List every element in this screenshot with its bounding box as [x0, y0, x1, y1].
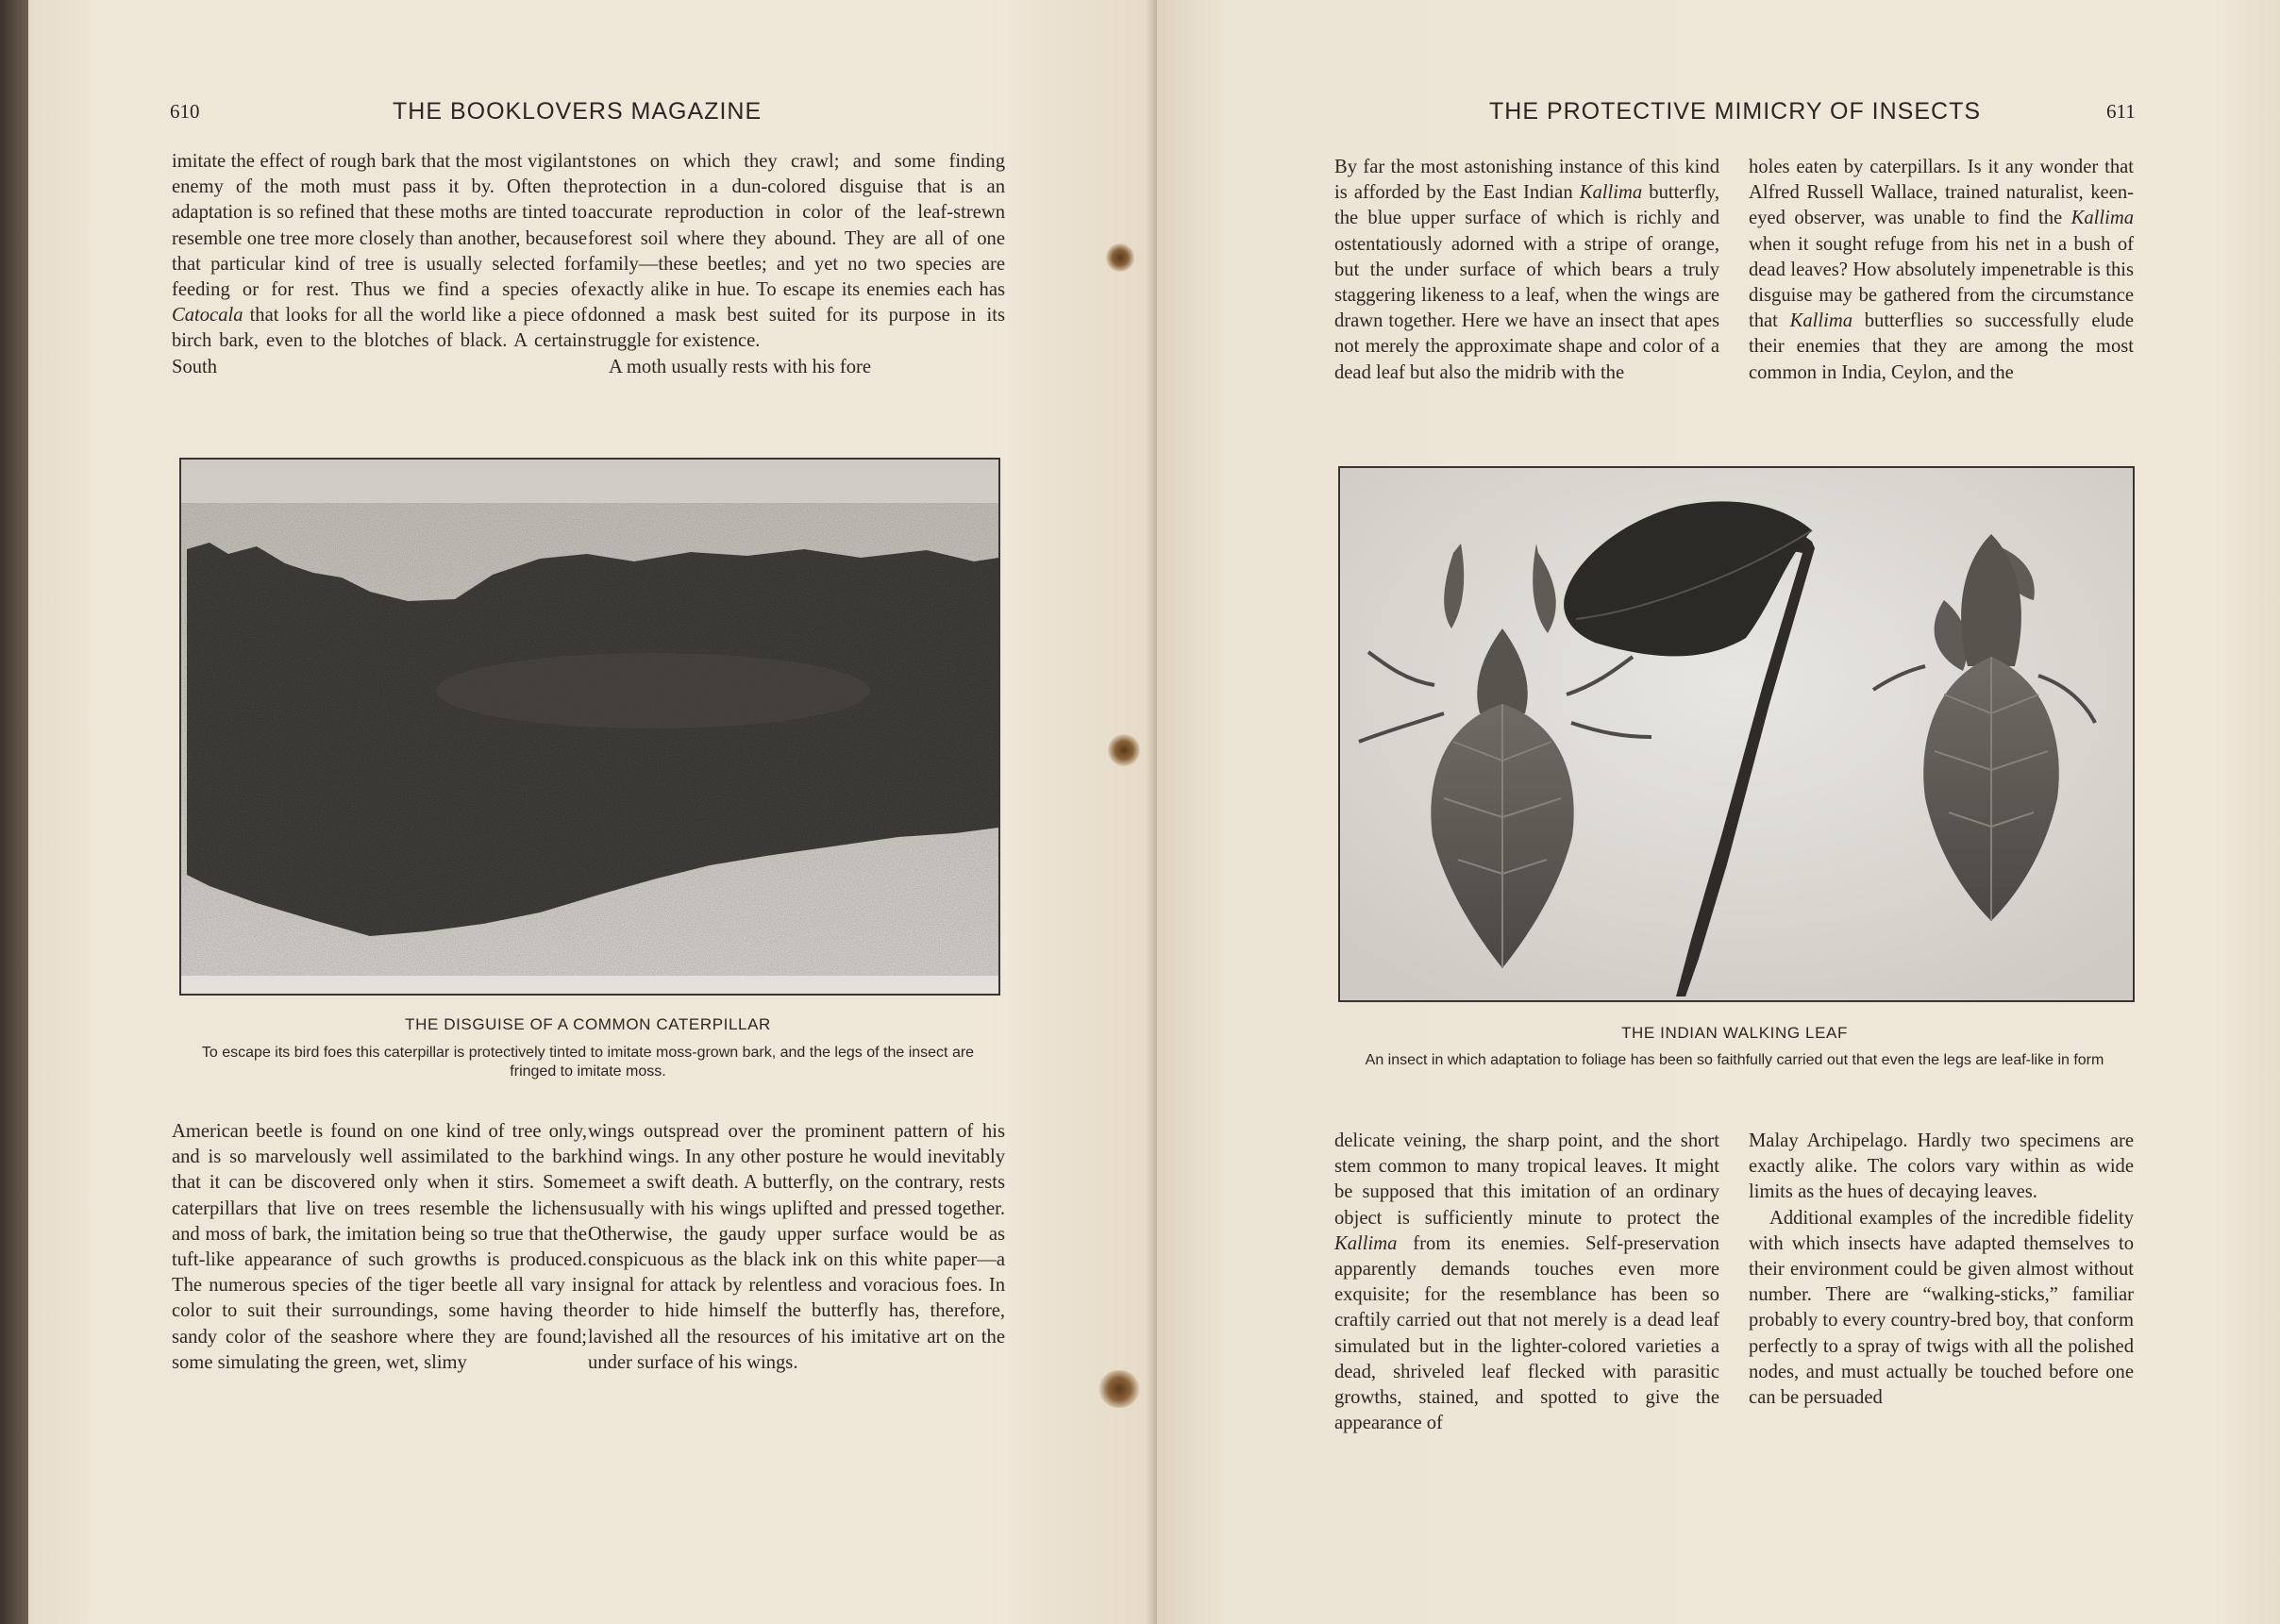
right-col2-bottom: Malay Archipelago. Hardly two specimens are exactly alike. The colors vary within as wide limits as the hues of decaying leaves. Additional examples of the incredible fidelity with which insects have adapted themselves to their environment could be given almost without number. There are “walking-sticks,” familiar probably to every country-bred boy, that conform perfectly to a spray of twigs with all the polished nodes, and must actually be touched before one can be persuaded [1749, 1130, 2134, 1409]
caterpillar-caption-text: To escape its bird foes this caterpillar is protectively tinted to imitate moss-grown bark, and the legs of the insect are fringed to imitate moss. [201, 1045, 975, 1080]
walking-leaf-caption-title: THE INDIAN WALKING LEAF [1621, 1024, 1848, 1042]
binding-hole [1108, 734, 1140, 766]
right-page [1157, 0, 2280, 1624]
left-col2-bottom: wings outspread over the prominent pattern of his hind wings. In any other posture he would inevitably meet a swift death. A butterfly, on the contrary, rests usually with his wings uplifted and pressed together. Otherwise, the gaudy upper surface would be as conspicuous as the black ink on this white paper—a signal for attack by relentless and voracious foes. In order to hide himself the butterfly has, therefore, lavished all the resources of his imitative art on the under surface of his wings. [588, 1121, 1005, 1373]
left-col1-top: imitate the effect of rough bark that the most vigilant enemy of the moth must pass it by. Often the adaptation is so refined that these moths are tinted to resemble one tree more closely than another, because that particular kind of tree is usually selected for feeding or for rest. Thus we find a species of Catocala that looks for all the world like a piece of birch bark, even to the blotches of black. A certain South [172, 151, 587, 377]
right-col1-bottom: delicate veining, the sharp point, and the short stem common to many tropical leaves. It might be supposed that this imitation of an ordinary object is sufficiently minute to protect the Kallima from its enemies. Self-preservation apparently demands touches even more exquisite; for the resemblance has been so craftily carried out that not merely is a dead leaf simulated but in the lighter-colored varieties a dead, shriveled leaf flecked with parasitic growths, stained, and spotted to give the appearance of [1334, 1130, 1719, 1434]
right-col1-top: By far the most astonishing instance of this kind is afforded by the East Indian Kallima butterfly, the blue upper surface of which is richly and ostentatiously adorned with a stripe of orange, but the under surface of which bears a truly staggering likeness to a leaf, when the wings are drawn together. Here we have an insect that apes not merely the approximate shape and color of a dead leaf but also the midrib with the [1334, 157, 1720, 383]
binding-hole [1098, 1370, 1140, 1408]
running-head-left: THE BOOKLOVERS MAGAZINE [393, 98, 763, 125]
left-col1-bottom: American beetle is found on one kind of tree only, and is so marvelously well assimilated to the bark that it can be discovered only when it stirs. Some caterpillars that live on trees resemble the lichens and moss of bark, the imitation being so true that the tuft-like appearance of such growths is produced. The numerous species of the tiger beetle all vary in color to suit their surroundings, some having the sandy color of the seashore where they are found; some simulating the green, wet, slimy [172, 1121, 587, 1373]
right-col2-top: holes eaten by caterpillars. Is it any wonder that Alfred Russell Wallace, trained naturalist, keen-eyed observer, was unable to find the Kallima when it sought refuge from his net in a bush of dead leaves? How absolutely impenetrable is this disguise may be gathered from the circumstance that Kallima butterflies so successfully elude their enemies that they are among the most common in India, Ceylon, and the [1749, 157, 2134, 383]
left-col2-top: stones on which they crawl; and some finding protection in a dun-colored disguise that is an accurate reproduction in color of the leaf-strewn forest soil where they abound. They are all of one family—these beetles; and yet no two species are exactly alike in hue. To escape its enemies each has donned a mask best suited for its purpose in its struggle for existence. A moth usually rests with his fore [588, 151, 1005, 377]
walking-leaf-caption-text: An insect in which adaptation to foliage has been so faithfully carried out that even the legs are leaf-like in form [1365, 1052, 2104, 1068]
binding-hole [1106, 243, 1134, 272]
running-head-right: THE PROTECTIVE MIMICRY OF INSECTS [1489, 98, 1982, 125]
page-number-left: 610 [170, 100, 200, 123]
caterpillar-photo [179, 458, 1000, 996]
page-number-right: 611 [2106, 100, 2136, 123]
book-edge [0, 0, 28, 1624]
walking-leaf-photo [1338, 466, 2135, 1002]
caterpillar-caption-title: THE DISGUISE OF A COMMON CATERPILLAR [405, 1015, 771, 1033]
left-page [28, 0, 1157, 1624]
